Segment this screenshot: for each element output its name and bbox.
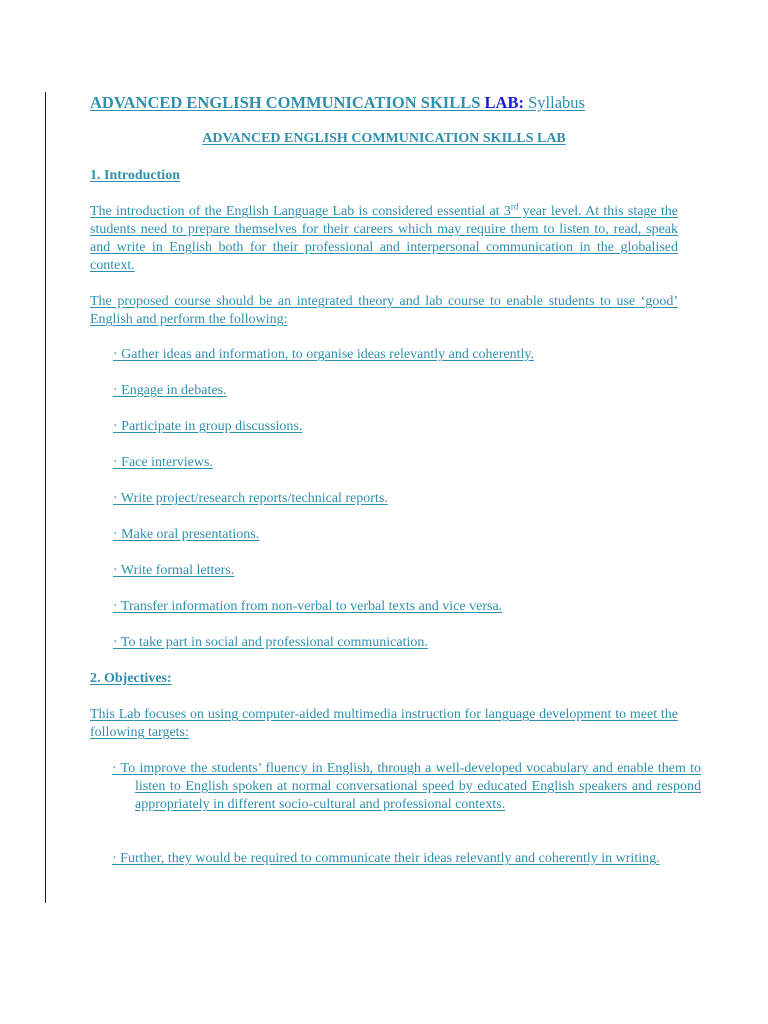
list-item: · Write formal letters. xyxy=(113,563,235,578)
introduction-paragraph xyxy=(90,203,678,275)
document-title xyxy=(90,93,585,113)
title-syllabus: Syllabus xyxy=(523,93,585,112)
margin-rule xyxy=(45,92,46,903)
title-main: ADVANCED ENGLISH COMMUNICATION SKILLS xyxy=(90,93,485,112)
section-heading-objectives: 2. Objectives: xyxy=(90,671,172,686)
section-heading-introduction: 1. Introduction xyxy=(90,168,180,183)
objective-item: · Further, they would be required to communicate their ideas relevantly and coherently in writing. xyxy=(112,851,660,866)
list-item: · Gather ideas and information, to organise ideas relevantly and coherently. xyxy=(113,347,535,362)
list-item: · Participate in group discussions. xyxy=(113,419,303,434)
intro-superscript: rd xyxy=(510,201,519,212)
course-paragraph: The proposed course should be an integrated theory and lab course to enable students to use ‘good’ English and perform the following: xyxy=(90,294,678,327)
objectives-intro-paragraph: This Lab focuses on using computer-aided multimedia instruction for language development to meet the following targets: xyxy=(90,707,678,740)
document-subtitle: ADVANCED ENGLISH COMMUNICATION SKILLS LAB xyxy=(202,131,566,146)
objective-item: · To improve the students’ fluency in English, through a well-developed vocabulary and enable them to listen to English spoken at normal conversational speed by educated English speakers and respond appropriately in different socio-cultural and professional contexts. xyxy=(112,761,701,812)
intro-text-b: year level. At this stage the students need to prepare themselves for their careers which may require them to listen to, read, speak and write in English both for their professional and interpersonal communication in the globalised context. xyxy=(90,204,678,273)
list-item: · Write project/research reports/technical reports. xyxy=(113,491,388,506)
list-item: · To take part in social and professional communication. xyxy=(113,635,428,650)
list-item: · Engage in debates. xyxy=(113,383,227,398)
intro-text-a: The introduction of the English Language Lab is considered essential at 3 xyxy=(90,204,511,219)
list-item: · Face interviews. xyxy=(113,455,213,470)
title-lab: LAB: xyxy=(484,93,524,112)
list-item: · Transfer information from non-verbal to verbal texts and vice versa. xyxy=(113,599,503,614)
list-item: · Make oral presentations. xyxy=(113,527,260,542)
